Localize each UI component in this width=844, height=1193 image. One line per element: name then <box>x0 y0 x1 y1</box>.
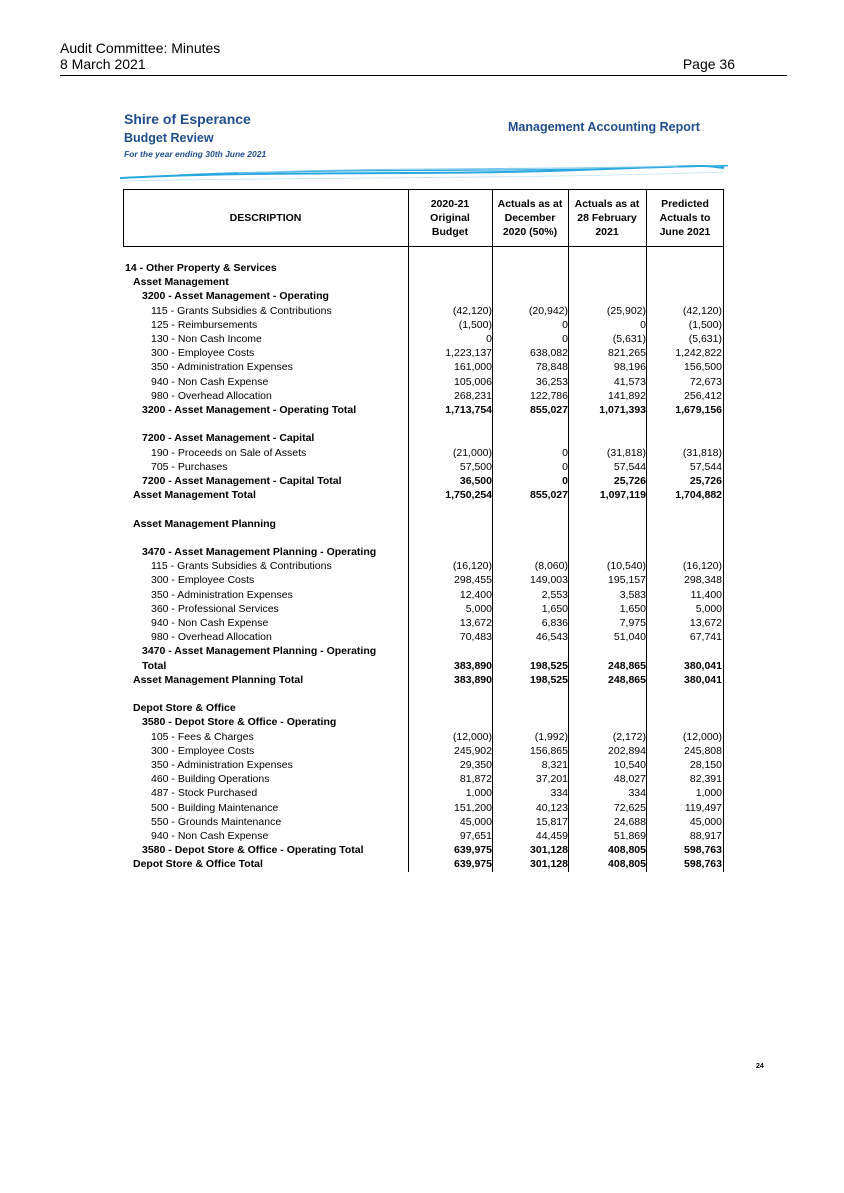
row-description: 115 - Grants Subsidies & Contributions <box>151 304 332 317</box>
row-value: 25,726 <box>613 475 646 487</box>
header-line: 2020 (50%) <box>502 226 558 238</box>
row-value: 598,763 <box>684 844 722 857</box>
row-value: 3,583 <box>619 588 646 601</box>
row-value: 298,455 <box>454 574 492 587</box>
row-value: 408,805 <box>608 844 646 857</box>
row-description: Asset Management Planning Total <box>133 673 304 686</box>
row-value: (5,631) <box>612 333 646 345</box>
row-description: 350 - Administration Expenses <box>151 588 293 601</box>
row-value: 45,000 <box>459 815 492 828</box>
table-row <box>123 545 724 559</box>
row-value: 7,975 <box>619 617 646 629</box>
row-value: 383,890 <box>454 673 492 686</box>
row-description: 125 - Reimbursements <box>151 318 258 331</box>
row-value: 10,540 <box>613 759 646 771</box>
row-description: Asset Management <box>133 276 229 289</box>
row-value: 57,544 <box>689 460 722 473</box>
table-row <box>123 431 724 445</box>
table-row <box>123 644 724 658</box>
row-value: 81,872 <box>459 773 492 786</box>
row-description: 350 - Administration Expenses <box>151 759 293 771</box>
row-value: 639,975 <box>454 858 492 871</box>
row-value: (1,992) <box>534 730 568 743</box>
document-date: 8 March 2021 <box>60 56 146 72</box>
row-value: 5,000 <box>465 602 492 615</box>
row-value: 1,650 <box>541 602 568 615</box>
table-row <box>123 786 724 800</box>
header-actuals-december <box>492 189 568 247</box>
row-value: 13,672 <box>689 617 722 629</box>
row-value: 0 <box>562 446 568 459</box>
row-value: 141,892 <box>608 389 646 402</box>
row-value: 1,223,137 <box>445 347 492 360</box>
table-row <box>123 772 724 786</box>
row-description: 130 - Non Cash Income <box>151 333 262 345</box>
row-value: 0 <box>562 333 568 345</box>
row-value: 1,713,754 <box>445 404 492 416</box>
row-value: 67,741 <box>689 631 722 644</box>
row-value: 248,865 <box>608 659 646 672</box>
row-value: 334 <box>550 787 568 800</box>
row-value: 1,650 <box>619 602 646 615</box>
row-value: 198,525 <box>530 673 568 686</box>
table-row <box>123 758 724 772</box>
row-description: 3200 - Asset Management - Operating <box>142 290 329 303</box>
row-value: 15,817 <box>535 815 568 828</box>
row-description: 705 - Purchases <box>151 460 228 473</box>
table-row <box>123 517 724 531</box>
row-description: 487 - Stock Purchased <box>151 787 258 800</box>
header-line: Actuals as at <box>497 198 563 210</box>
table-row <box>123 602 724 616</box>
header-line: Budget <box>431 226 469 238</box>
row-value: 46,543 <box>535 631 568 644</box>
header-actuals-february <box>568 189 646 247</box>
table-row <box>123 261 724 275</box>
row-value: 268,231 <box>454 389 492 402</box>
row-value: 12,400 <box>459 588 492 601</box>
header-line: June 2021 <box>659 226 711 238</box>
row-value: 151,200 <box>454 801 492 814</box>
table-row <box>123 815 724 829</box>
table-row <box>123 573 724 587</box>
row-description: 105 - Fees & Charges <box>151 730 254 743</box>
table-row <box>123 502 724 516</box>
row-description: 190 - Proceeds on Sale of Assets <box>151 446 307 459</box>
row-description: 115 - Grants Subsidies & Contributions <box>151 560 332 573</box>
row-value: 122,786 <box>530 389 568 402</box>
row-value: 195,157 <box>608 574 646 587</box>
row-value: 202,894 <box>608 744 646 757</box>
table-row <box>123 531 724 545</box>
row-value: 28,150 <box>689 759 722 771</box>
row-value: 2,553 <box>541 588 568 601</box>
row-value: 51,869 <box>613 830 646 842</box>
row-value: 245,808 <box>684 744 722 757</box>
row-value: 598,763 <box>684 858 722 871</box>
table-row <box>123 289 724 303</box>
row-description: Asset Management Planning <box>133 517 276 530</box>
row-value: 248,865 <box>608 673 646 686</box>
table-row <box>123 801 724 815</box>
row-value: 72,673 <box>689 375 722 388</box>
organisation-name: Shire of Esperance <box>124 111 251 127</box>
row-description: 550 - Grounds Maintenance <box>151 815 282 828</box>
row-value: (1,500) <box>688 318 722 331</box>
row-value: 198,525 <box>530 659 568 672</box>
row-value: 57,500 <box>459 460 492 473</box>
table-row <box>123 616 724 630</box>
row-value: 1,000 <box>695 787 722 800</box>
row-value: 105,006 <box>454 375 492 388</box>
row-value: 0 <box>486 333 492 345</box>
table-row <box>123 474 724 488</box>
row-value: 156,865 <box>530 744 568 757</box>
row-value: (12,000) <box>682 730 722 743</box>
report-title: Management Accounting Report <box>508 120 700 134</box>
row-value: 97,651 <box>459 830 492 842</box>
header-line: 2021 <box>595 226 619 238</box>
row-description: 300 - Employee Costs <box>151 574 255 587</box>
table-row <box>123 588 724 602</box>
table-row <box>123 417 724 431</box>
row-value: 88,917 <box>689 830 722 842</box>
table-row <box>123 843 724 857</box>
row-description: 7200 - Asset Management - Capital Total <box>142 475 342 487</box>
row-value: 72,625 <box>613 801 646 814</box>
row-value: 41,573 <box>613 375 646 388</box>
row-value: (16,120) <box>682 560 722 573</box>
row-value: (10,540) <box>606 560 646 573</box>
row-value: (8,060) <box>534 560 568 573</box>
row-description: 7200 - Asset Management - Capital <box>142 432 315 445</box>
header-line: Predicted <box>661 198 709 210</box>
header-predicted-june <box>646 189 724 247</box>
table-row <box>123 389 724 403</box>
row-value: 638,082 <box>530 347 568 360</box>
row-description: 980 - Overhead Allocation <box>151 389 272 402</box>
table-row <box>123 460 724 474</box>
row-value: 301,128 <box>530 844 568 857</box>
row-description: 3470 - Asset Management Planning - Operating <box>142 645 377 658</box>
row-value: 380,041 <box>684 673 722 686</box>
table-row <box>123 744 724 758</box>
page-label: Page 36 <box>682 56 735 72</box>
row-value: 256,412 <box>684 389 722 402</box>
row-description: Asset Management Total <box>133 489 256 502</box>
row-value: 0 <box>562 475 568 487</box>
row-value: 25,726 <box>689 475 722 487</box>
header-description: DESCRIPTION <box>229 212 302 224</box>
row-description: 300 - Employee Costs <box>151 347 255 360</box>
row-value: 855,027 <box>530 489 568 502</box>
row-value: 245,902 <box>454 744 492 757</box>
row-description: 3580 - Depot Store & Office - Operating <box>142 716 337 729</box>
row-value: 408,805 <box>608 858 646 871</box>
row-description: 360 - Professional Services <box>151 602 279 615</box>
row-value: 119,497 <box>684 801 722 814</box>
row-description: 14 - Other Property & Services <box>125 262 277 274</box>
table-row <box>123 715 724 729</box>
row-value: 70,483 <box>459 631 492 644</box>
row-value: 11,400 <box>690 588 722 601</box>
table-row <box>123 304 724 318</box>
row-value: 149,003 <box>530 574 568 587</box>
row-value: (31,818) <box>682 446 722 459</box>
table-row <box>123 673 724 687</box>
row-value: (20,942) <box>528 304 568 317</box>
row-description: 460 - Building Operations <box>151 773 270 786</box>
row-value: (31,818) <box>606 446 646 459</box>
row-description: 3470 - Asset Management Planning - Operating <box>142 546 377 558</box>
row-value: (25,902) <box>606 304 646 317</box>
row-description: Total <box>142 659 167 672</box>
header-rule <box>60 75 787 76</box>
row-description: 940 - Non Cash Expense <box>151 617 269 629</box>
row-description: Depot Store & Office <box>133 702 236 715</box>
table-row <box>123 375 724 389</box>
row-value: 48,027 <box>613 773 646 786</box>
row-value: 639,975 <box>454 844 492 857</box>
row-value: 82,391 <box>689 773 722 786</box>
row-description: 3200 - Asset Management - Operating Total <box>142 404 357 416</box>
row-value: 13,672 <box>459 617 492 629</box>
row-value: 301,128 <box>530 858 568 871</box>
table-row <box>123 275 724 289</box>
row-value: 1,242,822 <box>675 347 722 360</box>
header-line: Actuals to <box>659 212 711 224</box>
row-value: 1,000 <box>465 787 492 800</box>
row-value: 98,196 <box>613 361 646 374</box>
row-value: 380,041 <box>684 659 722 672</box>
table-row <box>123 630 724 644</box>
row-value: 8,321 <box>541 759 568 771</box>
row-description: 3580 - Depot Store & Office - Operating Total <box>142 844 364 857</box>
row-value: 334 <box>628 787 646 800</box>
row-value: 5,000 <box>695 602 722 615</box>
row-description: Depot Store & Office Total <box>133 858 263 871</box>
row-value: 1,097,119 <box>599 489 646 502</box>
row-value: 298,348 <box>684 574 722 587</box>
budget-table <box>123 189 724 872</box>
row-value: 1,704,882 <box>675 489 722 502</box>
table-row <box>123 318 724 332</box>
header-original-budget <box>408 189 492 247</box>
row-value: 156,500 <box>684 361 722 374</box>
document-header <box>60 40 220 72</box>
table-row <box>123 701 724 715</box>
table-row <box>123 857 724 871</box>
row-value: 1,071,393 <box>599 404 646 416</box>
row-value: (12,000) <box>452 730 492 743</box>
header-line: 28 February <box>577 212 637 224</box>
row-value: 29,350 <box>459 759 492 771</box>
row-value: 37,201 <box>535 773 568 786</box>
table-row <box>123 559 724 573</box>
table-row <box>123 360 724 374</box>
table-row <box>123 403 724 417</box>
organisation-block <box>124 111 266 160</box>
row-description: 500 - Building Maintenance <box>151 801 279 814</box>
swoosh-decoration <box>118 158 728 184</box>
row-value: 0 <box>562 318 568 331</box>
row-value: 821,265 <box>608 347 646 360</box>
row-description: 300 - Employee Costs <box>151 744 255 757</box>
row-value: (42,120) <box>682 304 722 317</box>
row-value: 1,679,156 <box>675 404 722 416</box>
row-description: 940 - Non Cash Expense <box>151 830 269 842</box>
row-value: (16,120) <box>452 560 492 573</box>
header-line: Original <box>430 212 470 224</box>
row-value: 40,123 <box>535 801 568 814</box>
table-row <box>123 659 724 673</box>
table-row <box>123 446 724 460</box>
document-title: Audit Committee: Minutes <box>60 40 221 56</box>
row-description: 350 - Administration Expenses <box>151 361 293 374</box>
row-value: 78,848 <box>535 361 568 374</box>
row-value: 45,000 <box>689 815 722 828</box>
row-value: 855,027 <box>530 404 568 416</box>
report-subtitle: Budget Review <box>124 131 214 145</box>
row-value: 0 <box>640 318 646 331</box>
row-value: (21,000) <box>452 446 492 459</box>
row-value: 57,544 <box>613 460 646 473</box>
table-row <box>123 332 724 346</box>
table-row <box>123 488 724 502</box>
row-value: 36,500 <box>459 475 492 487</box>
row-description: 940 - Non Cash Expense <box>151 375 269 388</box>
table-row <box>123 829 724 843</box>
report-period: For the year ending 30th June 2021 <box>124 149 267 159</box>
row-value: 1,750,254 <box>445 489 492 502</box>
table-row <box>123 346 724 360</box>
row-value: 0 <box>562 460 568 473</box>
page-number: 24 <box>756 1063 764 1070</box>
row-value: 36,253 <box>535 375 568 388</box>
row-value: 383,890 <box>454 659 492 672</box>
header-line: December <box>504 212 556 224</box>
row-value: (5,631) <box>688 333 722 345</box>
header-line: 2020-21 <box>430 198 470 210</box>
row-value: 51,040 <box>613 631 646 644</box>
header-line: Actuals as at <box>574 198 640 210</box>
row-value: (42,120) <box>452 304 492 317</box>
row-value: 6,836 <box>541 617 568 629</box>
row-value: 24,688 <box>613 815 646 828</box>
row-value: 44,459 <box>535 830 568 842</box>
table-row <box>123 687 724 701</box>
row-value: 161,000 <box>454 361 492 374</box>
row-description: 980 - Overhead Allocation <box>151 631 272 644</box>
row-value: (1,500) <box>458 318 492 331</box>
row-value: (2,172) <box>612 730 646 743</box>
table-row <box>123 730 724 744</box>
